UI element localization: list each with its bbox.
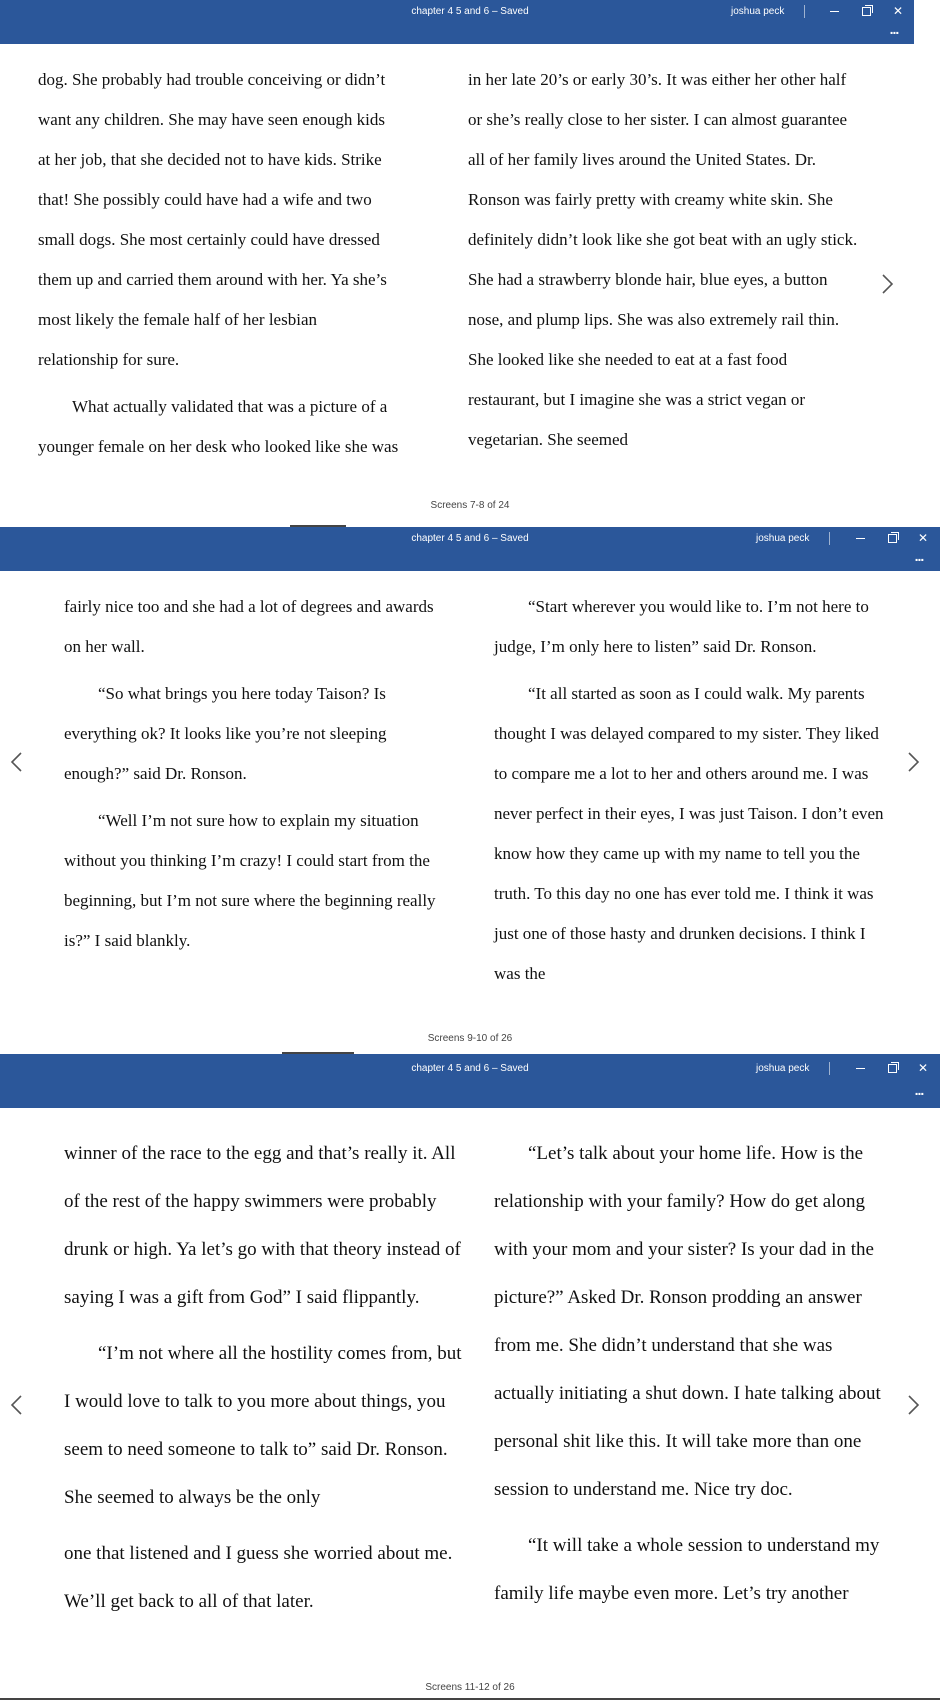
paragraph: “It will take a whole session to understand my family life maybe even more. Let’s try another bbox=[494, 1535, 880, 1604]
minimize-icon bbox=[856, 538, 865, 539]
reader-window-2 bbox=[0, 527, 940, 1054]
paragraph: “Let’s talk about your home life. How is the relationship with your family? How do get along with your mom and your sister? Is your dad in the picture?” Asked Dr. Ronson prodding an answer from me. She didn’t understand that she was actually initiating a shut down. I hate talking about personal shit like this. It will take more than one session to understand me. Nice try doc. bbox=[494, 1143, 881, 1500]
page-right-column bbox=[494, 587, 884, 994]
chevron-left-icon bbox=[10, 751, 24, 773]
more-options-button[interactable]: ... bbox=[914, 1082, 924, 1098]
title-separator bbox=[829, 1062, 830, 1075]
close-button[interactable] bbox=[885, 2, 911, 20]
close-button[interactable] bbox=[910, 1059, 936, 1077]
document-title: chapter 4 5 and 6 – Saved bbox=[411, 533, 529, 544]
minimize-icon bbox=[830, 11, 839, 12]
text-line: that! She possibly could have had a wife and two bbox=[38, 190, 372, 209]
paragraph: What actually validated that was a picture of a younger female on her desk who looked like she was bbox=[38, 397, 399, 456]
close-icon: ✕ bbox=[892, 4, 904, 18]
restore-button[interactable] bbox=[853, 2, 879, 20]
paragraph: in her late 20’s or early 30’s. It was either her other half or she’s really close to her sister. I can almost guarantee all of her family lives around the United States. Dr. Ronson was fairly pretty with creamy white skin. She definitely didn’t look like she got beat with an ugly stick. She had a strawberry blonde hair, blue eyes, a button nose, and plump lips. She was also extremely rail thin. She looked like she needed to eat at a fast food restaurant, but I imagine she was a strict vegan or vegetarian. She seemed bbox=[468, 70, 858, 449]
paragraph: “I’m not where all the hostility comes from, but I would love to talk to you more about things, you seem to need someone to talk to” said Dr. Ronson. She seemed to always be the only bbox=[64, 1343, 462, 1508]
close-icon: ✕ bbox=[917, 531, 929, 545]
chevron-right-icon bbox=[906, 751, 920, 773]
text-line: them up and carried them around with her. Ya she’s bbox=[38, 270, 387, 289]
restore-icon bbox=[888, 1064, 897, 1073]
next-page-button[interactable] bbox=[906, 1394, 932, 1416]
title-bar bbox=[0, 1054, 940, 1108]
text-line: most likely the female half of her lesbian bbox=[38, 310, 317, 329]
reader-window-1 bbox=[0, 0, 940, 527]
close-button[interactable] bbox=[910, 529, 936, 547]
page-indicator: Screens 7-8 of 24 bbox=[430, 500, 510, 511]
restore-icon bbox=[862, 7, 871, 16]
paragraph: “Well I’m not sure how to explain my situation without you thinking I’m crazy! I could start from the beginning, but I’m not sure where the beginning really is?” I said blankly. bbox=[64, 811, 436, 950]
text-line: relationship for sure. bbox=[38, 350, 180, 369]
restore-button[interactable] bbox=[879, 1059, 905, 1077]
document-title: chapter 4 5 and 6 – Saved bbox=[411, 6, 529, 17]
paragraph: one that listened and I guess she worried about me. We’ll get back to all of that later. bbox=[64, 1543, 453, 1612]
minimize-button[interactable] bbox=[821, 2, 847, 20]
previous-page-button[interactable] bbox=[10, 1394, 36, 1416]
minimize-icon bbox=[856, 1068, 865, 1069]
page-right-column bbox=[494, 1130, 894, 1618]
more-options-button[interactable]: ... bbox=[914, 548, 924, 564]
reader-window-3 bbox=[0, 1054, 940, 1700]
next-page-button[interactable] bbox=[906, 751, 932, 773]
text-line: dog. She probably had trouble conceiving or didn’t bbox=[38, 70, 386, 89]
minimize-button[interactable] bbox=[847, 529, 873, 547]
title-bar bbox=[0, 527, 940, 571]
page-right-column bbox=[468, 60, 858, 460]
previous-page-button[interactable] bbox=[10, 751, 36, 773]
restore-icon bbox=[888, 534, 897, 543]
page-left-column bbox=[64, 1130, 464, 1626]
title-separator bbox=[804, 5, 805, 18]
chevron-left-icon bbox=[10, 1394, 24, 1416]
more-options-button[interactable]: ... bbox=[889, 21, 899, 37]
title-separator bbox=[829, 532, 830, 545]
next-page-button[interactable] bbox=[880, 273, 906, 295]
paragraph: winner of the race to the egg and that’s really it. All of the rest of the happy swimmers were probably drunk or high. Ya let’s go with that theory instead of saying I was a gift from God” I said flippantly. bbox=[64, 1143, 461, 1308]
chevron-right-icon bbox=[906, 1394, 920, 1416]
page-left-column bbox=[38, 60, 428, 467]
minimize-button[interactable] bbox=[847, 1059, 873, 1077]
page-indicator: Screens 11-12 of 26 bbox=[425, 1682, 515, 1693]
paragraph: fairly nice too and she had a lot of degrees and awards on her wall. bbox=[64, 597, 434, 656]
paragraph: “It all started as soon as I could walk. My parents thought I was delayed compared to my sister. They liked to compare me a lot to her and others around me. I was never perfect in their eyes, I was just Taison. I don’t even know how they came up with my name to tell you the truth. To this day no one has ever told me. I think it was just one of those hasty and drunken decisions. I think I was the bbox=[494, 684, 884, 983]
restore-button[interactable] bbox=[879, 529, 905, 547]
user-name[interactable]: joshua peck bbox=[756, 1063, 810, 1074]
user-name[interactable]: joshua peck bbox=[756, 533, 810, 544]
document-title: chapter 4 5 and 6 – Saved bbox=[411, 1063, 529, 1074]
chevron-right-icon bbox=[880, 273, 894, 295]
page-indicator: Screens 9-10 of 26 bbox=[427, 1033, 513, 1044]
text-line: small dogs. She most certainly could have dressed bbox=[38, 230, 380, 249]
text-line: at her job, that she decided not to have kids. Strike bbox=[38, 150, 382, 169]
user-name[interactable]: joshua peck bbox=[731, 6, 785, 17]
paragraph: “So what brings you here today Taison? Is everything ok? It looks like you’re not sleeping enough?” said Dr. Ronson. bbox=[64, 684, 387, 783]
page-left-column bbox=[64, 587, 454, 961]
close-icon: ✕ bbox=[917, 1061, 929, 1075]
title-bar bbox=[0, 0, 914, 44]
paragraph: “Start wherever you would like to. I’m not here to judge, I’m only here to listen” said Dr. Ronson. bbox=[494, 597, 869, 656]
text-line: want any children. She may have seen enough kids bbox=[38, 110, 385, 129]
